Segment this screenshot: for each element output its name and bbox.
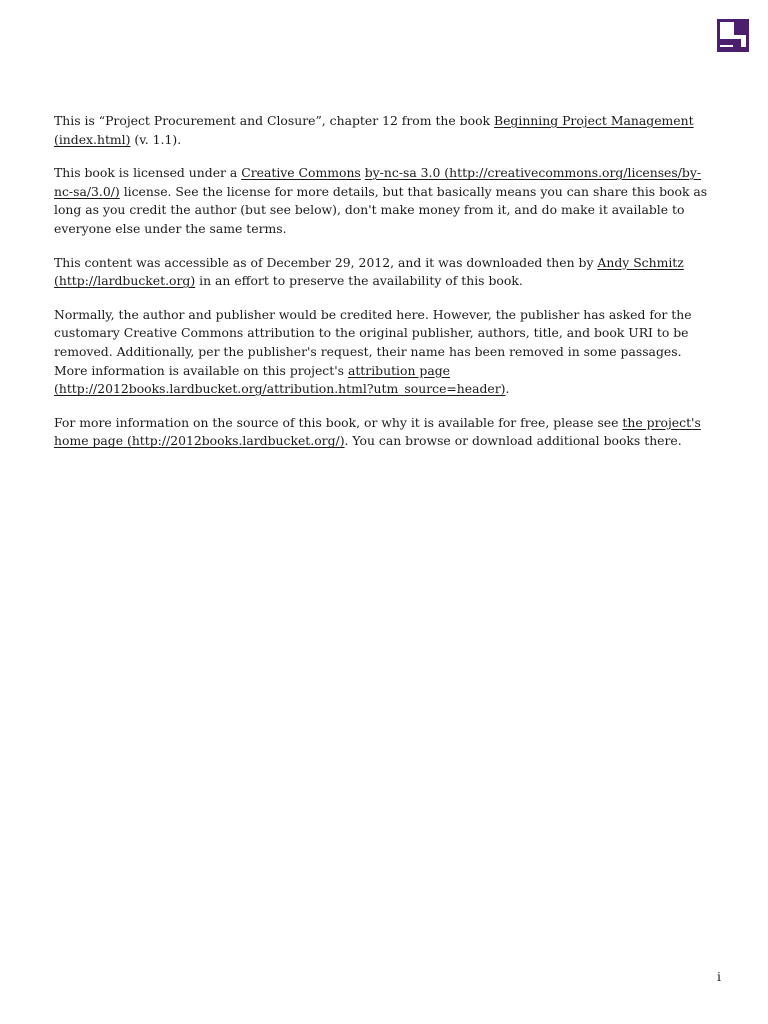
book-index-link[interactable]: Beginning Project Management (index.html) [54, 113, 694, 147]
project-home-link[interactable]: the project's home page (http://2012books.lardbucket.org/) [54, 414, 701, 449]
attribution-page-link[interactable]: attribution page (http://2012books.lardbucket.org/attribution.html?utm_source=header) [54, 362, 506, 397]
page-number: i [717, 969, 721, 984]
paragraph-more-info [54, 414, 716, 451]
lardbucket-logo-icon-graphic [717, 19, 749, 52]
logo-mark-foot [741, 39, 746, 47]
paragraph-attribution [54, 306, 716, 399]
paragraph-license [54, 164, 716, 238]
download-purpose-text: in an effort to preserve the availability of this book. [195, 273, 523, 289]
more-info-text: For more information on the source of this book, or why it is available for free, please see [54, 414, 623, 430]
license-details-text: license. See the license for more details, but that basically means you can share this book as long as you credit the author (but see below), don't make money from it, and do make it available to everyone else under the same terms. [54, 183, 708, 236]
chapter-version-text: (v. 1.1). [130, 131, 182, 147]
logo-mark-top [720, 22, 734, 35]
logo-mark-bar [720, 35, 746, 39]
attribution-end-text: . [505, 381, 510, 397]
license-notice [54, 112, 716, 466]
paragraph-download-info [54, 254, 716, 291]
paragraph-chapter-info [54, 112, 716, 149]
downloader-link[interactable]: Andy Schmitz (http://lardbucket.org) [54, 254, 684, 289]
download-info-text: This content was accessible as of December 29, 2012, and it was downloaded then by [54, 254, 598, 270]
logo-mark-base [720, 45, 733, 47]
creative-commons-link[interactable]: Creative Commons [241, 165, 361, 181]
license-url-link[interactable]: by-nc-sa 3.0 (http://creativecommons.org/licenses/by-nc-sa/3.0/) [54, 165, 702, 199]
lardbucket-logo-icon [717, 19, 749, 52]
browse-books-text: . You can browse or download additional books there. [344, 433, 682, 449]
chapter-info-text: This is “Project Procurement and Closure”, chapter 12 from the book [54, 113, 494, 128]
attribution-text: Normally, the author and publisher would be credited here. However, the publisher has asked for the customary Creative Commons attribution to the original publisher, authors, title, and book URI to be removed. Additionally, per the publisher's request, their name has been removed in some passages. More information is available on this project's [54, 306, 692, 378]
license-intro-text: This book is licensed under a [54, 165, 242, 181]
